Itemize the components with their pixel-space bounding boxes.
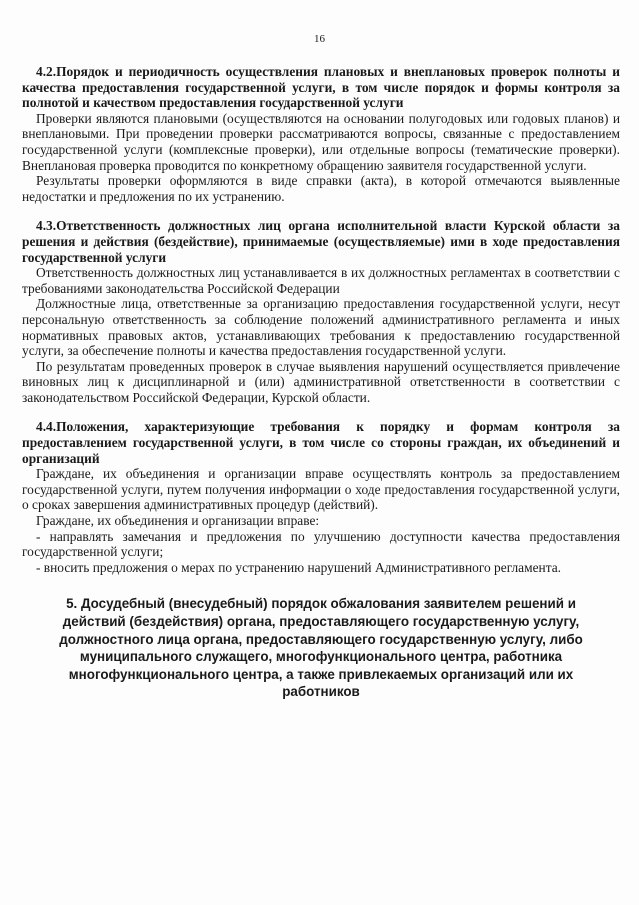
section-4-2-paragraph: Проверки являются плановыми (осуществляются на основании полугодовых или годовых планов) и внеплановыми. При проведении проверки рассматриваются вопросы, связанные с предоставлением государственной услуги (комплексные проверки), или отдельные вопросы (тематические проверки). Внеплановая проверка проводится по конкретному обращению заявителя государственной услуги. (22, 110, 620, 173)
section-4-3-paragraph: По результатам проведенных проверок в случае выявления нарушений осуществляется привлечение виновных лиц к дисциплинарной и (или) административной ответственности в соответствии с законодательством Российской Федерации, Курской области. (22, 358, 620, 405)
spacer (22, 405, 620, 419)
section-4-2-heading: 4.2.Порядок и периодичность осуществления плановых и внеплановых проверок полноты и качества предоставления государственной услуги, в том числе порядок и формы контроля за полнотой и качеством предоставления государственной услуги (22, 64, 620, 111)
section-4-4-list-item: - направлять замечания и предложения по улучшению доступности качества предоставления государственной услуги; (22, 528, 620, 560)
section-4-2-paragraph: Результаты проверки оформляются в виде справки (акта), в которой отмечаются выявленные недостатки и предложения по их устранению. (22, 173, 620, 204)
spacer (22, 575, 620, 595)
section-4-4-paragraph: Граждане, их объединения и организации вправе: (36, 513, 320, 529)
section-4-3-heading: 4.3.Ответственность должностных лиц органа исполнительной власти Курской области за решения и действия (бездействие), принимаемые (осуществляемые) ими в ходе предоставления государственной услуги (22, 218, 620, 265)
page-number: 16 (314, 33, 325, 45)
spacer (22, 204, 620, 218)
section-4-4-list-item: - вносить предложения о мерах по устранению нарушений Административного регламента. (36, 559, 562, 575)
section-4-4-heading: 4.4.Положения, характеризующие требования к порядку и формам контроля за предоставлением государственной услуги, в том числе со стороны граждан, их объединений и организаций (22, 419, 620, 466)
section-4-4-paragraph: Граждане, их объединения и организации вправе осуществлять контроль за предоставлением государственной услуги, путем получения информации о ходе предоставления государственной услуги, о сроках завершения административных процедур (действий). (22, 466, 620, 513)
page-content (22, 64, 620, 701)
section-4-3-paragraph: Ответственность должностных лиц устанавливается в их должностных регламентах в соответствии с требованиями законодательства Российской Федерации (22, 265, 620, 296)
section-4-3-paragraph: Должностные лица, ответственные за организацию предоставления государственной услуги, несут персональную ответственность за соблюдение положений административного регламента и иных нормативных правовых актов, устанавливающих требования к предоставлению государственной услуги, за обеспечение полноты и качества предоставления государственной услуги. (22, 296, 620, 359)
chapter-5-heading: 5. Досудебный (внесудебный) порядок обжалования заявителем решений и действий (бездействия) органа, предоставляющего государственную услугу, должностного лица органа, предоставляющего государственную услугу, либо муниципального служащего, многофункционального центра, работника многофункционального центра, а также привлекаемых организаций или их работников (59, 596, 583, 700)
